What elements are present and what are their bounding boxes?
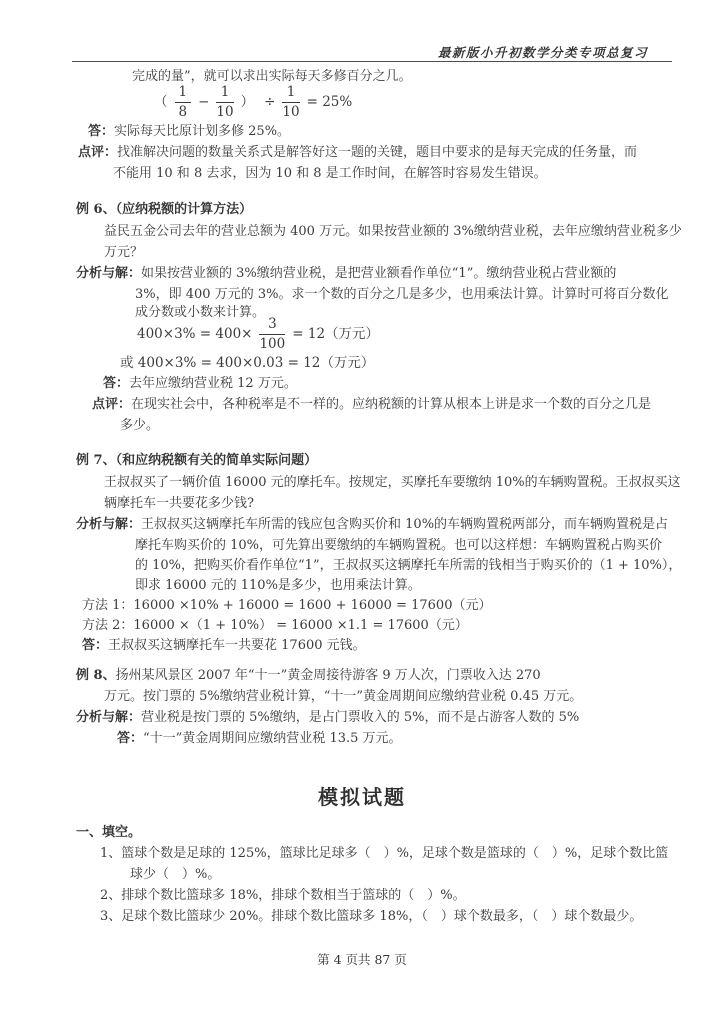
ex6-formula2: 或 400×3% = 400×0.03 = 12（万元） [120,355,375,371]
ex7-analysis-line2: 摩托车购买价的 10%，可先算出要缴纳的车辆购置税。也可以这样想：车辆购置税占购买价 [135,538,663,553]
answer-text: 王叔叔买这辆摩托车一共要花 17600 元钱。 [108,638,366,653]
answer-text: 实际每天比原计划多修 25%。 [114,124,291,139]
formula-post: = 12（万元） [292,326,380,342]
ex5-answer-line [88,123,290,141]
review-text: 找准解决问题的数量关系式是解答好这一题的关键，题目中要求的是每天完成的任务量，而 [117,145,638,160]
ex7-method1-line [82,597,491,615]
ex7-title: 例 7、（和应纳税额有关的简单实际问题） [76,453,318,468]
ex8-answer-line [117,730,402,748]
formula-pre: 400×3% = 400× [137,326,253,342]
answer-text: 去年应缴纳营业税 12 万元。 [129,376,297,391]
analysis-label: 分析与解： [76,517,142,532]
review-label: 点评： [92,397,132,412]
fraction-denominator: 10 [216,104,234,120]
divide-sign: ÷ [264,94,276,110]
answer-text: “十一”黄金周期间应缴纳营业税 13.5 万元。 [143,731,402,746]
analysis-text: 如果按营业额的 3%缴纳营业税，是把营业额看作单位“1”。缴纳营业税占营业额的 [141,266,617,281]
ex5-continuation-line: 完成的量”，就可以求出实际每天多修百分之几。 [132,69,412,84]
mock-section1-title: 一、填空。 [76,825,142,840]
mock-test-title: 模拟试题 [318,785,406,809]
answer-label: 答： [103,376,130,391]
fraction-numerator: 1 [282,85,299,103]
ex6-question-line1: 益民五金公司去年的营业总额为 400 万元。如果按营业额的 3%缴纳营业税，去年应缴纳营业税多少 [104,224,682,239]
ex8-analysis-line [76,709,579,727]
ex6-analysis-line2: 3%，即 400 万元的 3%。求一个数的百分之几是多少，也用乘法计算。计算时可将百分数化 [135,287,669,302]
ex6-review-line2: 多少。 [120,418,160,433]
page-header-title: 最新版小升初数学分类专项总复习 [437,45,648,60]
minus-sign: − [198,94,210,110]
ex8-question-text: 扬州某风景区 2007 年“十一”黄金周接待游客 9 万人次，门票收入达 270 [115,668,541,683]
ex8-title-label: 例 8、 [76,668,116,683]
fraction [282,85,299,120]
analysis-label: 分析与解： [76,266,142,281]
review-text: 在现实社会中，各种税率是不一样的。应纳税额的计算从根本上讲是求一个数的百分之几是 [131,397,652,412]
analysis-text: 王叔叔买这辆摩托车所需的钱应包含购买价和 10%的车辆购置税两部分，而车辆购置税是占 [141,517,669,532]
ex8-question-line2: 万元。按门票的 5%缴纳营业税计算，“十一”黄金周期间应缴纳营业税 0.45 万元。 [104,689,583,704]
mock-q1-line1: 1、篮球个数是足球的 125%，篮球比足球多（ ）%，足球个数是篮球的（ ）%，足球个数比篮 [100,846,669,861]
fraction [216,85,233,120]
paren-close: ） [240,94,255,110]
mock-q3: 3、足球个数比篮球少 20%。排球个数比篮球多 18%，（ ）球个数最多，（ ）球个数最少。 [100,909,643,924]
ex7-analysis-line1 [76,516,668,534]
fraction-numerator: 3 [259,317,285,335]
ex7-question-line2: 辆摩托车一共要花多少钱? [104,496,254,511]
ex5-formula [152,85,354,120]
fraction-denominator: 10 [282,104,300,120]
ex5-review-line1 [78,144,637,162]
review-label: 点评： [78,145,118,160]
ex5-review-line2: 不能用 10 和 8 去求，因为 10 和 8 是工作时间，在解答时容易发生错误。 [113,166,547,181]
fraction-numerator: 1 [175,85,192,103]
answer-label: 答： [88,124,115,139]
ex8-title-line [76,667,541,685]
method1-text: 16000 ×10% + 16000 = 1600 + 16000 = 17600（元） [133,598,492,613]
fraction-numerator: 1 [216,85,233,103]
mock-q2: 2、排球个数比篮球多 18%，排球个数相当于篮球的（ ）%。 [100,888,466,903]
ex6-question-line2: 万元？ [104,245,144,260]
ex7-analysis-line4: 即求 16000 元的 110%是多少，也用乘法计算。 [135,578,421,593]
ex6-analysis-line3: 成分数或小数来计算。 [135,305,266,320]
fraction [259,317,285,352]
formula-result: = 25% [306,94,353,110]
ex7-analysis-line3: 的 10%，把购买价看作单位“1”，王叔叔买这辆摩托车所需的钱相当于购买价的（1 + 10%）， [135,558,682,573]
answer-label: 答： [82,638,109,653]
header-rule [72,61,672,62]
ex6-review-line1 [92,396,651,414]
fraction-denominator: 8 [178,104,188,120]
ex7-method2-line [82,617,468,635]
method2-label: 方法 2： [82,618,134,633]
page-number: 第 4 页共 87 页 [317,952,407,967]
analysis-label: 分析与解： [76,710,142,725]
method2-text: 16000 ×（1 + 10%） = 16000 ×1.1 = 17600（元） [133,618,468,633]
analysis-text: 营业税是按门票的 5%缴纳，是占门票收入的 5%，而不是占游客人数的 5% [141,710,580,725]
fraction-denominator: 100 [259,336,286,352]
ex6-formula1 [135,317,381,352]
method1-label: 方法 1： [82,598,134,613]
ex7-answer-line [82,637,366,655]
fraction [175,85,192,120]
mock-q1-line2: 球少（ ）%。 [130,867,221,882]
ex6-title: 例 6、（应纳税额的计算方法） [76,202,253,217]
paren-open: （ [154,94,168,110]
answer-label: 答： [117,731,144,746]
ex7-question-line1: 王叔叔买了一辆价值 16000 元的摩托车。按规定，买摩托车要缴纳 10%的车辆购置税。王叔叔买这 [104,475,681,490]
ex6-analysis-line1 [76,265,616,283]
ex6-answer-line [103,375,297,393]
